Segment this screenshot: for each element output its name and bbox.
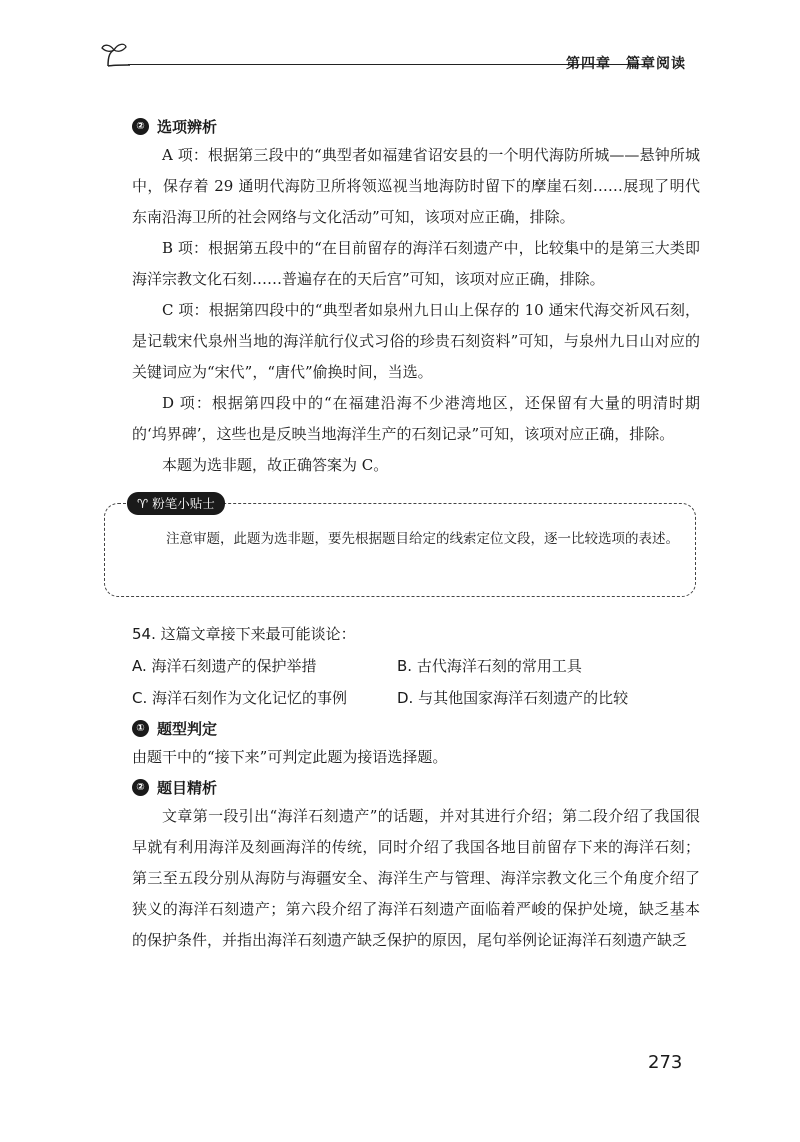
- section-title: 题型判定: [157, 719, 218, 738]
- tip-label: [127, 492, 225, 515]
- option-c: C. 海洋石刻作为文化记忆的事例: [132, 689, 348, 707]
- option-a: A. 海洋石刻遗产的保护举措: [132, 657, 317, 675]
- tip-label-text: 粉笔小贴士: [152, 496, 215, 511]
- chapter-title: 第四章 篇章阅读: [566, 56, 686, 72]
- section-heading-question-analysis: [132, 773, 700, 801]
- tip-text: 注意审题，此题为选非题，要先根据题目给定的线索定位文段，逐一比较选项的表述。: [166, 531, 679, 547]
- section-title: 选项辨析: [157, 117, 218, 136]
- section-heading-option-analysis: [132, 112, 700, 140]
- paragraph-conclusion: 本题为选非题，故正确答案为 C。: [162, 456, 389, 474]
- sprout-icon: ♈: [137, 496, 149, 511]
- tip-box: [104, 496, 696, 597]
- section-heading-question-type: [132, 714, 700, 742]
- option-d: D. 与其他国家海洋石刻遗产的比较: [397, 689, 629, 707]
- option-b: B. 古代海洋石刻的常用工具: [397, 657, 582, 675]
- paragraph-option-d: D 项：根据第四段中的“在福建沿海不少港湾地区，还保留有大量的明清时期的‘坞界碑’，这些也是反映当地海洋生产的石刻记录”可知，该项对应正确，排除。: [132, 394, 700, 443]
- sprout-icon: [100, 40, 138, 72]
- paragraph-option-a: A 项：根据第三段中的“典型者如福建省诏安县的一个明代海防所城——悬钟所城中，保存着 29 通明代海防卫所将领巡视当地海防时留下的摩崖石刻……展现了明代东南沿海卫所的社会网络与文化活动”可知，该项对应正确，排除。: [132, 146, 700, 226]
- section-number-badge: ①: [132, 720, 149, 737]
- page-header: [100, 40, 700, 80]
- section-title: 题目精析: [157, 778, 218, 797]
- page-content: [132, 112, 700, 956]
- question-analysis-text: 文章第一段引出“海洋石刻遗产”的话题，并对其进行介绍；第二段介绍了我国很早就有利用海洋及刻画海洋的传统，同时介绍了我国各地目前留存下来的海洋石刻；第三至五段分别从海防与海疆安全、海洋生产与管理、海洋宗教文化三个角度介绍了狭义的海洋石刻遗产；第六段介绍了海洋石刻遗产面临着严峻的保护处境，缺乏基本的保护条件，并指出海洋石刻遗产缺乏保护的原因，尾句举例论证海洋石刻遗产缺乏: [132, 807, 700, 949]
- question-options: [132, 650, 700, 714]
- paragraph-option-c: C 项：根据第四段中的“典型者如泉州九日山上保存的 10 通宋代海交祈风石刻，是记载宋代泉州当地的海洋航行仪式习俗的珍贵石刻资料”可知，与泉州九日山对应的关键词应为“宋代”，“唐代”偷换时间，当选。: [132, 301, 700, 381]
- question-type-text: 由题干中的“接下来”可判定此题为接语选择题。: [132, 748, 448, 766]
- question-stem: 54. 这篇文章接下来最可能谈论：: [132, 625, 356, 643]
- paragraph-option-b: B 项：根据第五段中的“在目前留存的海洋石刻遗产中，比较集中的是第三大类即海洋宗教文化石刻……普遍存在的天后宫”可知，该项对应正确，排除。: [132, 239, 700, 288]
- page-number: 273: [648, 1052, 683, 1073]
- section-number-badge: ②: [132, 779, 149, 796]
- section-number-badge: ②: [132, 118, 149, 135]
